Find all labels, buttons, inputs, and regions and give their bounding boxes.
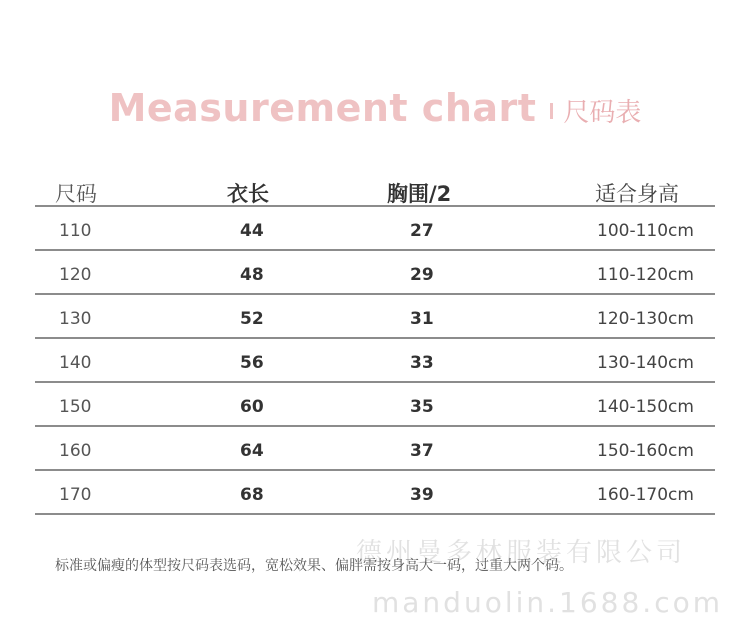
title-chinese: 尺码表 (563, 98, 642, 128)
table-row (35, 383, 715, 427)
cell-height: 100-110cm (597, 221, 694, 241)
cell-size: 140 (59, 353, 92, 373)
cell-size: 130 (59, 309, 92, 329)
cell-size: 170 (59, 485, 92, 505)
title-english: Measurement chart (108, 86, 537, 130)
table-row (35, 471, 715, 515)
cell-height: 160-170cm (597, 485, 694, 505)
cell-chest: 33 (410, 353, 434, 373)
cell-length: 68 (240, 485, 264, 505)
table-header (35, 170, 715, 207)
cell-chest: 29 (410, 265, 434, 285)
cell-height: 150-160cm (597, 441, 694, 461)
cell-chest: 31 (410, 309, 434, 329)
header-chest: 胸围/2 (387, 182, 452, 206)
chart-title (0, 86, 750, 130)
header-height: 适合身高 (595, 182, 679, 206)
cell-size: 110 (59, 221, 92, 241)
cell-length: 60 (240, 397, 264, 417)
table-row (35, 295, 715, 339)
watermark-company: 德州曼多林服装有限公司 (356, 538, 687, 568)
cell-height: 140-150cm (597, 397, 694, 417)
cell-chest: 37 (410, 441, 434, 461)
table-row (35, 427, 715, 471)
watermark-site: manduolin.1688.com (372, 586, 723, 619)
cell-height: 110-120cm (597, 265, 694, 285)
cell-height: 120-130cm (597, 309, 694, 329)
table-row (35, 207, 715, 251)
cell-length: 48 (240, 265, 264, 285)
sizing-note: 标准或偏瘦的体型按尺码表选码，宽松效果、偏胖需按身高大一码，过重大两个码。 (55, 558, 573, 574)
size-table (35, 170, 715, 515)
table-row (35, 251, 715, 295)
header-length: 衣长 (227, 182, 269, 206)
cell-size: 160 (59, 441, 92, 461)
cell-length: 56 (240, 353, 264, 373)
cell-height: 130-140cm (597, 353, 694, 373)
cell-chest: 27 (410, 221, 434, 241)
cell-length: 52 (240, 309, 264, 329)
header-size: 尺码 (55, 182, 97, 206)
cell-chest: 39 (410, 485, 434, 505)
title-separator (550, 103, 553, 119)
cell-size: 120 (59, 265, 92, 285)
cell-length: 44 (240, 221, 264, 241)
cell-chest: 35 (410, 397, 434, 417)
cell-length: 64 (240, 441, 264, 461)
table-row (35, 339, 715, 383)
cell-size: 150 (59, 397, 92, 417)
